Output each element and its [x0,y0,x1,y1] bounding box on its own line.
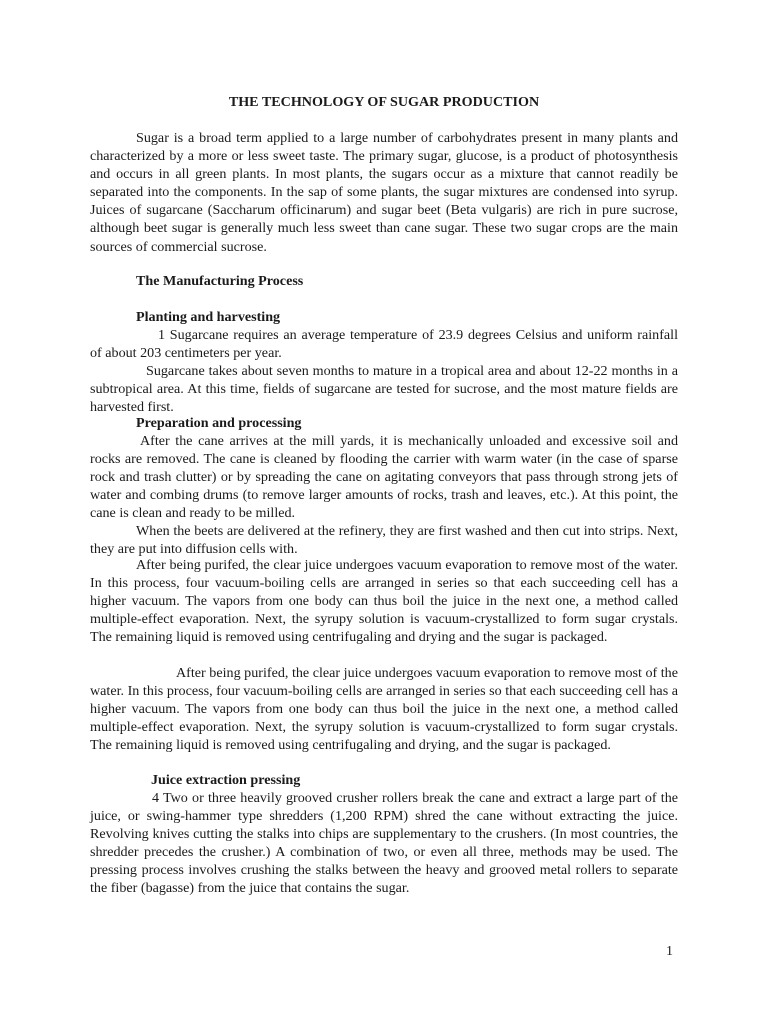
document-title: THE TECHNOLOGY OF SUGAR PRODUCTION [228,94,540,110]
preparation-paragraph-3: After being purifed, the clear juice undergoes vacuum evaporation to remove most of the water. In this process, four vacuum-boiling cells are arranged in series so that each succeeding cell has a higher vacuum. The vapors from one body can thus boil the juice in the next one, a method called multiple-effect evaporation. Next, the syrupy solution is vacuum-crystallized to form sugar crystals. The remaining liquid is removed using centrifugaling and drying and the sugar is packaged. [90,557,678,646]
preparation-paragraph-1: After the cane arrives at the mill yards, it is mechanically unloaded and excessive soil and rocks are removed. The cane is cleaned by flooding the carrier with warm water (in the case of sparse rock and trash clutter) or by spreading the cane on agitating conveyors that pass through strong jets of water and combing drums (to remove larger amounts of rocks, trash and leaves, etc.). At this point, the cane is clean and ready to be milled. [90,433,678,522]
juice-paragraph-1: 4 Two or three heavily grooved crusher rollers break the cane and extract a large part of the juice, or swing-hammer type shredders (1,200 RPM) shred the cane without extracting the juice. Revolving knives cutting the stalks into chips are supplementary to the crushers. (In most countries, the shredder precedes the crusher.) A combination of two, or even all three, methods may be used. The pressing process involves crushing the stalks between the heavy and grooved metal rollers to separate the fiber (bagasse) from the juice that contains the sugar. [90,790,678,897]
intro-paragraph: Sugar is a broad term applied to a large number of carbohydrates present in many plants and characterized by a more or less sweet taste. The primary sugar, glucose, is a product of photosynthesis and occurs in all green plants. In most plants, the sugars occur as a mixture that cannot readily be separated into the components. In the sap of some plants, the sugar mixtures are condensed into syrup. Juices of sugarcane (Saccharum officinarum) and sugar beet (Beta vulgaris) are rich in pure sucrose, although beet sugar is generally much less sweet than cane sugar. These two sugar crops are the main sources of commercial sucrose. [90,130,678,255]
juice-heading: Juice extraction pressing [151,772,301,788]
planting-paragraph-1: 1 Sugarcane requires an average temperature of 23.9 degrees Celsius and uniform rainfall of about 203 centimeters per year. [90,327,678,362]
preparation-paragraph-2: When the beets are delivered at the refinery, they are first washed and then cut into strips. Next, they are put into diffusion cells with. [90,523,678,558]
planting-paragraph-2: Sugarcane takes about seven months to mature in a tropical area and about 12-22 months in a subtropical area. At this time, fields of sugarcane are tested for sucrose, and the most mature fields are harvested first. [90,363,678,416]
section-heading: The Manufacturing Process [136,273,304,289]
planting-heading: Planting and harvesting [136,309,281,325]
page-number: 1 [666,944,673,959]
preparation-heading: Preparation and processing [136,415,302,431]
preparation-paragraph-4: After being purifed, the clear juice undergoes vacuum evaporation to remove most of the water. In this process, four vacuum-boiling cells are arranged in series so that each succeeding cell has a higher vacuum. The vapors from one body can thus boil the juice in the next one, a method called multiple-effect evaporation. Next, the syrupy solution is vacuum-crystallized to form sugar crystals. The remaining liquid is removed using centrifugaling and drying, and the sugar is packaged. [90,665,678,754]
